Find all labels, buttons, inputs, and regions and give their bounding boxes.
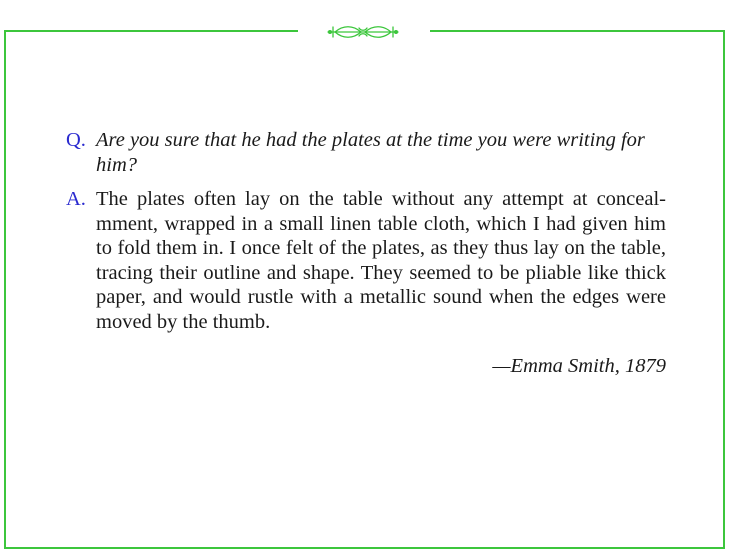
- frame-bottom: [4, 547, 725, 549]
- frame-right: [723, 30, 725, 548]
- answer-block: [66, 187, 666, 335]
- frame-top-left: [4, 30, 298, 32]
- question-block: [66, 128, 666, 177]
- answer-text: The plates often lay on the table without any attempt at concealmment, wrapped in a small linen table cloth, which I had given him to fold them in. I once felt of the plates, as they thus lay on the table, tracing their outline and shape. They seemed to be pliable like thick paper, and would rustle with a metallic sound when the edges were moved by the thumb.: [96, 188, 666, 333]
- frame-left: [4, 30, 6, 548]
- question-text: Are you sure that he had the plates at the time you were writing for him?: [96, 129, 645, 176]
- answer-marker: A.: [66, 188, 86, 210]
- attribution: —Emma Smith, 1879: [492, 355, 666, 377]
- frame-top-right: [430, 30, 724, 32]
- question-marker: Q.: [66, 129, 86, 151]
- fleuron-ornament-icon: [323, 22, 403, 42]
